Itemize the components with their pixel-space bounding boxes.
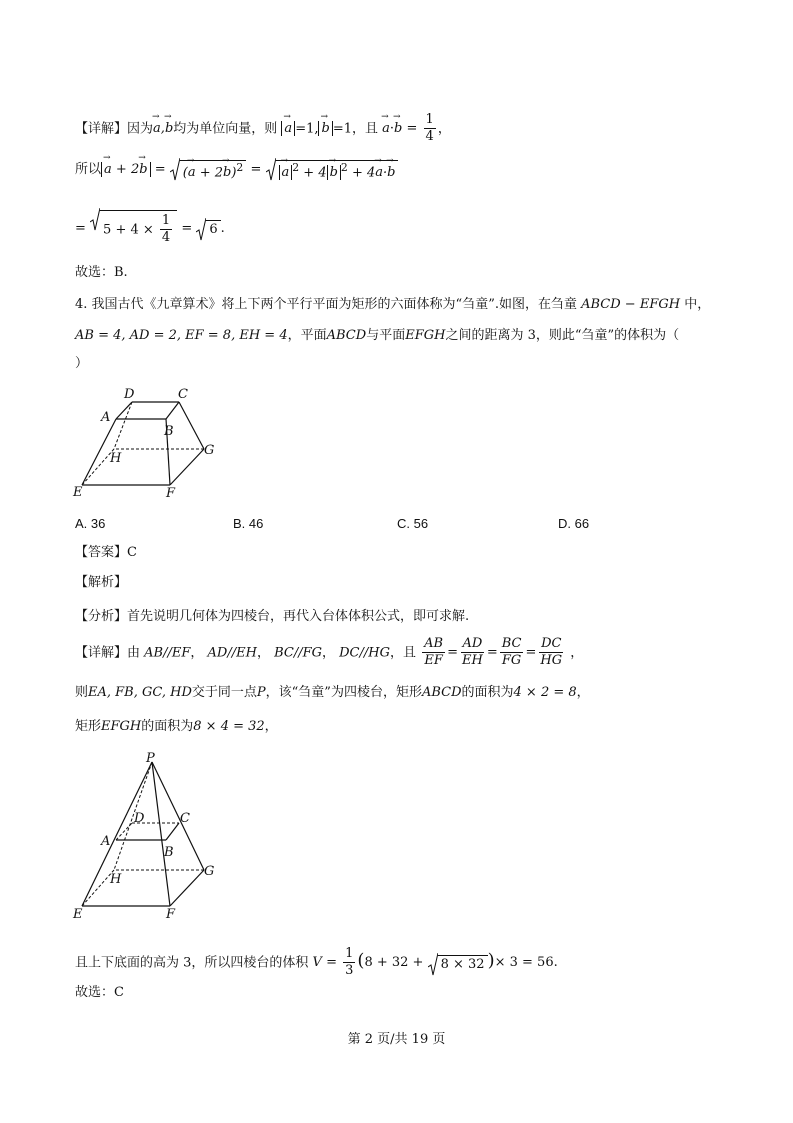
question-line-1 xyxy=(75,298,710,311)
label-P: P xyxy=(146,751,155,766)
step-line-3 xyxy=(75,210,225,247)
label-B: B xyxy=(164,845,174,860)
label-F: F xyxy=(166,907,176,922)
edge-PG xyxy=(152,762,204,870)
edge-FG xyxy=(170,449,204,485)
detail-text: ，且 xyxy=(389,645,416,661)
label-H: H xyxy=(110,451,122,466)
detail-text: 均为单位向量，则 xyxy=(173,121,278,137)
pyramid-figure xyxy=(68,750,228,922)
sqrt-expression: = 5 + 4 × $\frac{1}{4}$ = 6 . xyxy=(75,221,225,236)
option-a[interactable]: A. 36 xyxy=(75,516,106,531)
label-E: E xyxy=(73,485,83,500)
label-C: C xyxy=(178,387,188,402)
step-line-2 xyxy=(75,160,398,179)
option-b[interactable]: B. 46 xyxy=(233,516,264,531)
analysis-sub-tag: 【分析】 xyxy=(75,609,128,624)
label-B: B xyxy=(164,424,174,439)
analysis-text: 首先说明几何体为四棱台，再代入台体体积公式，即可求解. xyxy=(127,609,470,624)
analysis-text-line xyxy=(75,610,469,623)
detail-text: ，且 xyxy=(351,121,378,137)
detail-text: 由 xyxy=(127,645,141,661)
question-number: 4. xyxy=(75,297,88,312)
question-math: AB = 4, AD = 2, EF = 8, EH = 4 xyxy=(75,328,288,343)
fraction: $\frac{1}{4}$ xyxy=(425,112,434,145)
option-c[interactable]: C. 56 xyxy=(397,516,429,531)
detail-math: P xyxy=(256,685,266,700)
detail-math: ABCD xyxy=(421,685,462,700)
detail-line-2: 【详解】由 AB//EF， AD//EH， BC//FG， DC//HG，且 $\frac{AB}{EF}$ = $\frac{AD}{EH}$ = $\frac{BC}{FG}$ = $\frac{DC}{HG}$ ， xyxy=(75,636,584,669)
question-text: ） xyxy=(75,356,89,371)
parallel-relation: BC//FG xyxy=(274,645,322,661)
ratio-chain: $\frac{AB}{EF}$ = $\frac{AD}{EH}$ = $\frac{BC}{FG}$ = $\frac{DC}{HG}$ xyxy=(424,636,563,669)
edge-FG xyxy=(170,870,204,906)
answer-value: C xyxy=(127,545,137,560)
question-line-2 xyxy=(75,329,679,342)
label-D: D xyxy=(124,387,135,402)
edge-CB xyxy=(166,823,179,840)
question-text: 与平面 xyxy=(366,328,406,343)
question-math: ABCD − EFGH xyxy=(581,297,681,312)
analysis-line xyxy=(75,576,127,589)
analysis-tag: 【解析】 xyxy=(75,575,128,590)
parallel-relation: DC//HG xyxy=(339,645,390,661)
parallel-relation: AD//EH xyxy=(207,645,257,661)
question-text: 之间的距离为 3，则此“刍童”的体积为（ xyxy=(445,328,680,343)
volume-line xyxy=(75,946,558,980)
question-text: 我国古代《九章算术》将上下两个平行平面为矩形的六面体称为“刍童”.如图，在刍童 xyxy=(91,297,577,312)
detail-text: ，该“刍童”为四棱台，矩形 xyxy=(265,685,422,700)
detail-line-3: 则EA, FB, GC, HD交于同一点P，该“刍童”为四棱台，矩形ABCD的面积为4 × 2 = 8， xyxy=(75,685,590,700)
detail-text: 交于同一点 xyxy=(191,685,257,700)
edge-PH xyxy=(114,762,152,870)
magnitude-expression: → a + 2→ b = (→ a + 2→ b)$^2$ = → a $^2$ + 4→ b $^2$ + 4→ a·→ b xyxy=(101,162,398,177)
detail-line-4: 矩形EFGH的面积为8 × 4 = 32， xyxy=(75,719,278,734)
label-D: D xyxy=(134,811,145,826)
detail-text: 因为 xyxy=(127,121,154,137)
answer-line xyxy=(75,546,137,559)
question-text: 中， xyxy=(684,297,711,312)
detail-text: 则 xyxy=(75,685,89,700)
question-line-3 xyxy=(75,357,88,370)
detail-math: EA, FB, GC, HD xyxy=(88,685,192,700)
label-C: C xyxy=(180,811,190,826)
step-prefix: 所以 xyxy=(75,162,102,178)
choice-line xyxy=(75,266,128,279)
detail-tag: 【详解】 xyxy=(75,645,128,661)
question-text: ，平面 xyxy=(287,328,327,343)
detail-text: 的面积为 xyxy=(461,685,514,700)
label-F: F xyxy=(166,486,176,501)
detail-text: 的面积为 xyxy=(141,719,194,734)
parallel-relation: AB//EF xyxy=(144,645,191,661)
choice-text: 故选：C xyxy=(75,985,124,1000)
detail-math: 4 × 2 = 8 xyxy=(513,685,577,700)
detail-line-1: 【详解】因为→ a,→ b均为单位向量，则 → a =1,→ b =1，且 → a·→ b = $\frac{1}{4}$ ， xyxy=(75,112,451,146)
edge-DH xyxy=(114,402,132,449)
question-math: EFGH xyxy=(405,328,446,343)
answer-tag: 【答案】 xyxy=(75,545,128,560)
edge-AD xyxy=(116,402,132,419)
detail-math: 8 × 4 = 32 xyxy=(193,719,265,734)
label-H: H xyxy=(110,872,122,887)
volume-text: 且上下底面的高为 3，所以四棱台的体积 xyxy=(75,955,309,971)
detail-text: 矩形 xyxy=(75,719,102,734)
label-E: E xyxy=(73,907,83,922)
volume-formula: V = $\frac{1}{3}$ (8 + 32 + 8 × 32 )× 3 = 56. xyxy=(312,946,558,979)
option-d[interactable]: D. 66 xyxy=(558,516,590,531)
detail-tag: 【详解】 xyxy=(75,121,128,137)
edge-CG xyxy=(179,402,204,449)
dot-product: → a·→ b = xyxy=(382,121,417,136)
choice-text: 故选：B. xyxy=(75,265,128,280)
page-footer: 第 2 页/共 19 页 xyxy=(347,1032,446,1047)
norm-expression: → a =1,→ b =1 xyxy=(281,121,352,136)
label-G: G xyxy=(204,443,215,458)
label-A: A xyxy=(101,834,111,849)
frustum-figure xyxy=(68,383,228,501)
label-A: A xyxy=(101,410,111,425)
choice-line-2 xyxy=(75,986,124,999)
label-G: G xyxy=(204,864,215,879)
question-math: ABCD xyxy=(326,328,367,343)
vector-a-b: → a,→ b xyxy=(153,121,173,136)
detail-math: EFGH xyxy=(101,719,142,734)
edge-CB xyxy=(166,402,179,419)
edge-PF xyxy=(152,762,170,906)
